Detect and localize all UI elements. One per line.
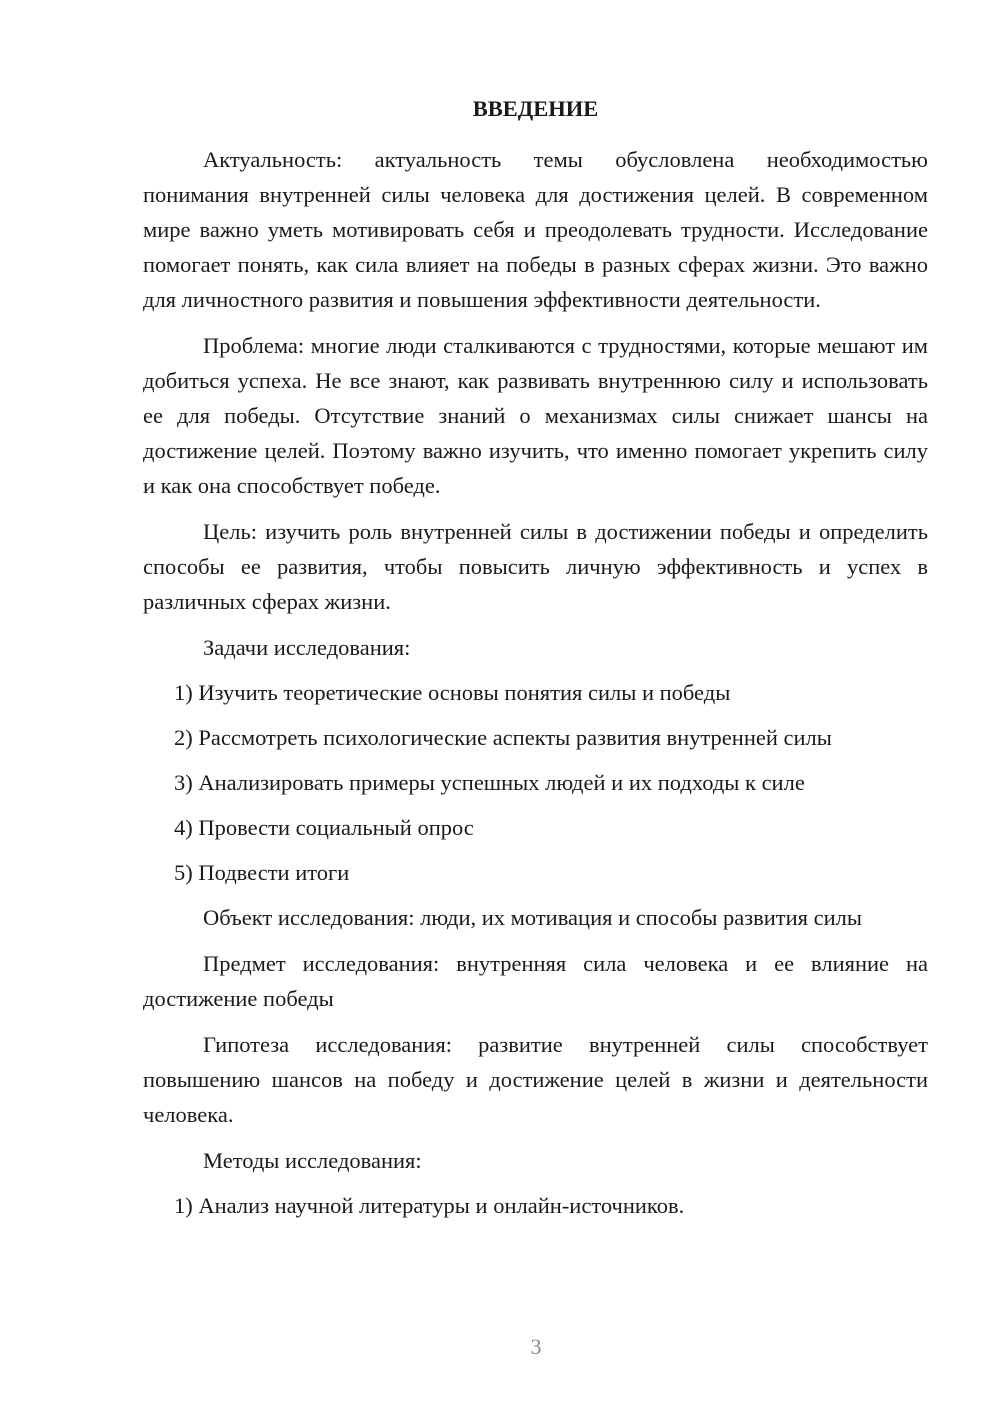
- list-item: 4) Провести социальный опрос: [174, 815, 474, 840]
- subject-paragraph: Предмет исследования: внутренняя сила человека и ее влияние на достижение победы: [143, 951, 928, 1011]
- list-item: 5) Подвести итоги: [174, 860, 350, 885]
- tasks-title: Задачи исследования:: [203, 635, 411, 660]
- relevance-paragraph: Актуальность: актуальность темы обусловлена необходимостью понимания внутренней силы человека для достижения целей. В современном мире важно уметь мотивировать себя и преодолевать трудности. Исследование помогает понять, как сила влияет на победы в разных сферах жизни. Это важно для личностного развития и повышения эффективности деятельности.: [143, 147, 928, 312]
- list-item: 1) Анализ научной литературы и онлайн-источников.: [174, 1193, 685, 1218]
- list-item: 2) Рассмотреть психологические аспекты развития внутренней силы: [174, 725, 832, 750]
- methods-list: [143, 1188, 928, 1223]
- document-page: [143, 94, 928, 1233]
- methods-title: Методы исследования:: [203, 1148, 422, 1173]
- section-heading: ВВЕДЕНИЕ: [472, 96, 599, 121]
- problem-paragraph: Проблема: многие люди сталкиваются с трудностями, которые мешают им добиться успеха. Не все знают, как развивать внутреннюю силу и использовать ее для победы. Отсутствие знаний о механизмах силы снижает шансы на достижение целей. Поэтому важно изучить, что именно помогает укрепить силу и как она способствует победе.: [143, 333, 928, 498]
- hypothesis-paragraph: Гипотеза исследования: развитие внутренней силы способствует повышению шансов на победу и достижение целей в жизни и деятельности человека.: [143, 1032, 928, 1127]
- goal-paragraph: Цель: изучить роль внутренней силы в достижении победы и определить способы ее развития, чтобы повысить личную эффективность и успех в различных сферах жизни.: [143, 519, 928, 614]
- list-item: 1) Изучить теоретические основы понятия силы и победы: [174, 680, 731, 705]
- object-paragraph: Объект исследования: люди, их мотивация и способы развития силы: [203, 905, 863, 930]
- page-number: 3: [530, 1334, 542, 1359]
- tasks-list: [143, 675, 928, 890]
- list-item: 3) Анализировать примеры успешных людей и их подходы к силе: [174, 770, 805, 795]
